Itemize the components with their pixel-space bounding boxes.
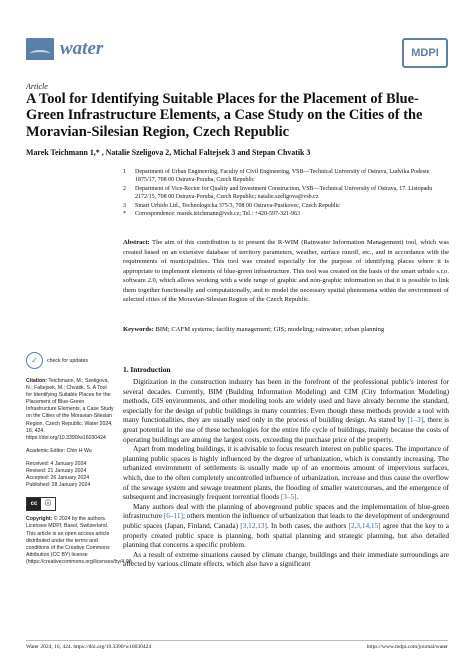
citation: Citation: Teichmann, M.; Szeligova, N.; Faltejsek, M.; Chvatik, S. A Tool for Identifying Suitable Places for the Placement of Blue-Green Infrastructure Elements, a Case Study on the Cities of the Moravian-Silesian Region, Czech Republic. Water 2024, 16, 424. https://doi.org/10.3390/w16030424: [26, 378, 114, 441]
affiliation-item: 2 Department of Vice-Rector for Quality and Investment Construction, VSB—Technical University of Ostrava, 17. Listopadu 2172/15, 708 00 Ostrava-Poruba, Czech Republic; natalie.szeligova@vsb.cz: [123, 185, 433, 201]
paragraph: Digitization in the construction industry has been in the forefront of the professional public's interest for several decades. Currently, BIM (Building Information Modeling) and CIM (City Information Modeling) methods, GIS environments, and other modeling tools are widely used and have already become the standard, especially for the design of public buildings in many countries. Even though these methods provide a tool with many functionalities, they are usually used only in the process of building design. As stated by [1–3], there is great potential in the use of these technologies for the entire life cycle of buildings, mainly because the costs of operating buildings are among the largest costs, exceeding the purchase price of the property.: [123, 378, 449, 444]
academic-editor: Academic Editor: Chin H Wu: [26, 447, 92, 454]
journal-name: water: [60, 38, 104, 59]
affiliation-item: 3 Smart Urbido Ltd., Technologicka 375/3, 708 00 Ostrava-Pustkovec, Czech Republic: [123, 202, 340, 209]
journal-logo: [26, 38, 103, 60]
mdpi-logo-icon: MDPI: [402, 38, 448, 68]
citation-link[interactable]: [3–5]: [280, 493, 297, 502]
abstract-text: The aim of this contribution is to present the R-WIM (Rainwater Information Management) tool, which was created based on an extensive database of territory parameters, weather, surface runoff, etc., and in accordance with the requirements of municipalities. This tool was created especially for the purpose of identifying places where it is appropriate to implement elements of blue-green infrastructure. This tool was created on the basis of the smart urbido s.r.o. software 2.0, which allows working with a wide range of graphic and non-graphic information so that it is possible to link them together functionally and computationally, and to model the necessary spatial phenomena within the environment of selected cities of the Moravian-Silesian Region of the Czech Republic.: [123, 239, 449, 303]
affiliation-item: * Correspondence: marek.teichmann@vsb.cz; Tel.: +420-597-321-963: [123, 211, 300, 218]
page-footer: [26, 644, 448, 650]
abstract-label: Abstract:: [123, 239, 150, 246]
paper-title: A Tool for Identifying Suitable Places for the Placement of Blue-Green Infrastructure Elements, a Case Study on the Cities of the Moravian-Silesian Region, Czech Republic: [26, 91, 423, 140]
citation-link[interactable]: [6–11]: [163, 512, 183, 521]
keywords: [123, 325, 449, 334]
footer-journal-link[interactable]: https://www.mdpi.com/journal/water: [366, 644, 448, 650]
check-updates-icon: ✓: [26, 352, 43, 369]
section-heading: 1. Introduction: [123, 365, 171, 374]
citation-link[interactable]: [3,12,13]: [240, 521, 267, 530]
paragraph: Apart from modeling buildings, it is advisable to focus research interest on public spaces. The importance of planning public spaces is highly influenced by the degree of urbanization, which is constantly increasing. The urbanized environment of settlements is usually made up of an enormous amount of impervious surfaces, which, due to the often completely uncontrolled influence of urbanization, increase and thus cause the overflow of the sewage system and sewage treatment plants, the flooding of smaller watercourses, and the emergence of subsequent and increasingly frequent torrential floods [3–5].: [123, 445, 449, 502]
cc-by-license-icon[interactable]: cc ⓘ: [26, 497, 56, 511]
affiliations: [123, 168, 449, 218]
check-for-updates-button[interactable]: ✓ check for updates: [26, 352, 114, 369]
keywords-label: Keywords:: [123, 326, 154, 333]
paragraph: As a result of extreme situations caused by climate change, buildings and their immediate surroundings are affected by various climate effects, which also have a significant: [123, 550, 449, 569]
keywords-text: BIM; CAFM systems; facility management; GIS; modeling; rainwater; urban planning: [155, 326, 385, 333]
footer-citation[interactable]: Water 2024, 16, 424. https://doi.org/10.3390/w16030424: [26, 644, 152, 650]
revised-date: Revised: 21 January 2024: [26, 468, 87, 475]
affiliation-item: 1 Department of Urban Engineering, Faculty of Civil Engineering, VSB—Technical University of Ostrava, Ludvika Podeste 1875/17, 708 00 Ostrava-Poruba, Czech Republic: [123, 169, 430, 184]
water-logo-icon: [26, 38, 54, 60]
article-sidebar: [26, 352, 134, 566]
paragraph: Many authors deal with the planning of aboveground public spaces and the implementation of blue-green infrastructure [6–11]; others mention the influence of urbanization that leads to the development of underground public spaces (Japan, Finland, Canada) [3,12,13]. In both cases, the authors [2,3,14,15] agree that the key to a properly created public space is planning, both spatial planning and strategic planning, but also detailed planning that concerns a specific problem.: [123, 502, 449, 550]
accepted-date: Accepted: 26 January 2024: [26, 475, 90, 482]
introduction-body: [123, 378, 449, 570]
footer-divider: [26, 640, 448, 641]
citation-link[interactable]: [1–3]: [407, 416, 424, 425]
citation-link[interactable]: [2,3,14,15]: [348, 521, 381, 530]
published-date: Published: 28 January 2024: [26, 482, 91, 489]
publisher-logo: [402, 38, 448, 68]
article-type: Article: [26, 82, 48, 91]
author-list: Marek Teichmann 1,* , Natalie Szeligova 2, Michal Faltejsek 3 and Stepan Chvatik 3: [26, 148, 311, 157]
received-date: Received: 4 January 2024: [26, 460, 87, 467]
abstract: [123, 238, 449, 305]
copyright: Copyright: © 2024 by the authors. Licensee MDPI, Basel, Switzerland. This article is an open access article distributed under the terms and conditions of the Creative Commons Attribution (CC BY) license (https://creativecommons.org/licenses/by/4.0/).: [26, 516, 134, 565]
